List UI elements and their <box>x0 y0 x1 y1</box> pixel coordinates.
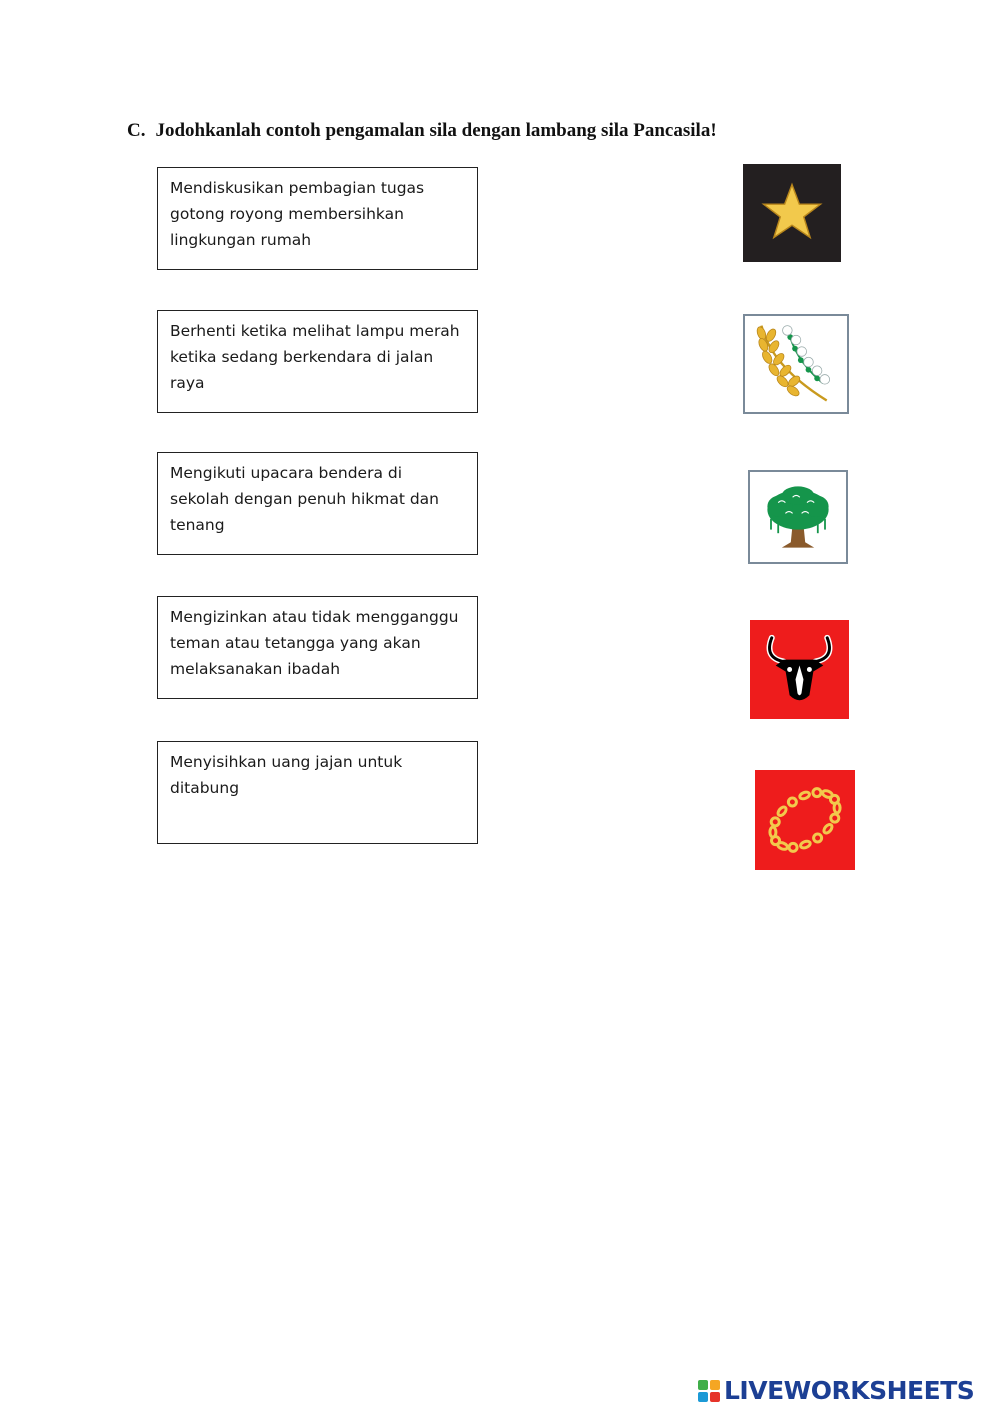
question-heading <box>127 120 717 142</box>
rice-cotton-icon <box>745 316 847 412</box>
chain-icon <box>755 770 855 870</box>
chain-link <box>788 798 796 806</box>
chain-link <box>822 789 833 798</box>
chain-link <box>822 823 833 834</box>
activity-box-4[interactable]: Mengizinkan atau tidak mengganggu teman atau tetangga yang akan melaksanakan ibadah <box>157 596 478 699</box>
chain-link <box>799 791 810 800</box>
liveworksheets-wordmark: LIVEWORKSHEETS <box>724 1376 975 1405</box>
symbol-chain[interactable] <box>755 770 855 870</box>
star-icon <box>743 164 841 262</box>
chain-link <box>813 789 821 797</box>
chain-link <box>770 827 776 837</box>
banyan-tree-icon <box>750 472 846 562</box>
bull-head-icon <box>750 620 849 719</box>
chain-link <box>814 834 822 842</box>
activity-box-1[interactable]: Mendiskusikan pembagian tugas gotong royong membersihkan lingkungan rumah <box>157 167 478 270</box>
symbol-rice-cotton[interactable] <box>743 314 849 414</box>
chain-link <box>834 803 840 813</box>
activity-box-5[interactable]: Menyisihkan uang jajan untuk ditabung <box>157 741 478 844</box>
chain-link <box>800 840 811 849</box>
symbol-star[interactable] <box>743 164 841 262</box>
chain-link <box>831 814 839 822</box>
activity-box-3[interactable]: Mengikuti upacara bendera di sekolah dengan penuh hikmat dan tenang <box>157 452 478 555</box>
chain-link <box>777 806 788 817</box>
chain-link <box>771 818 779 826</box>
instruction-text: Jodohkanlah contoh pengamalan sila dengan lambang sila Pancasila! <box>155 120 717 141</box>
section-letter: C. <box>127 120 146 141</box>
symbol-bull-head[interactable] <box>750 620 849 719</box>
liveworksheets-grid-icon <box>697 1379 721 1403</box>
liveworksheets-logo <box>697 1376 974 1405</box>
chain-link <box>789 843 797 851</box>
symbol-banyan-tree[interactable] <box>748 470 848 564</box>
activity-box-2[interactable]: Berhenti ketika melihat lampu merah ketika sedang berkendara di jalan raya <box>157 310 478 413</box>
